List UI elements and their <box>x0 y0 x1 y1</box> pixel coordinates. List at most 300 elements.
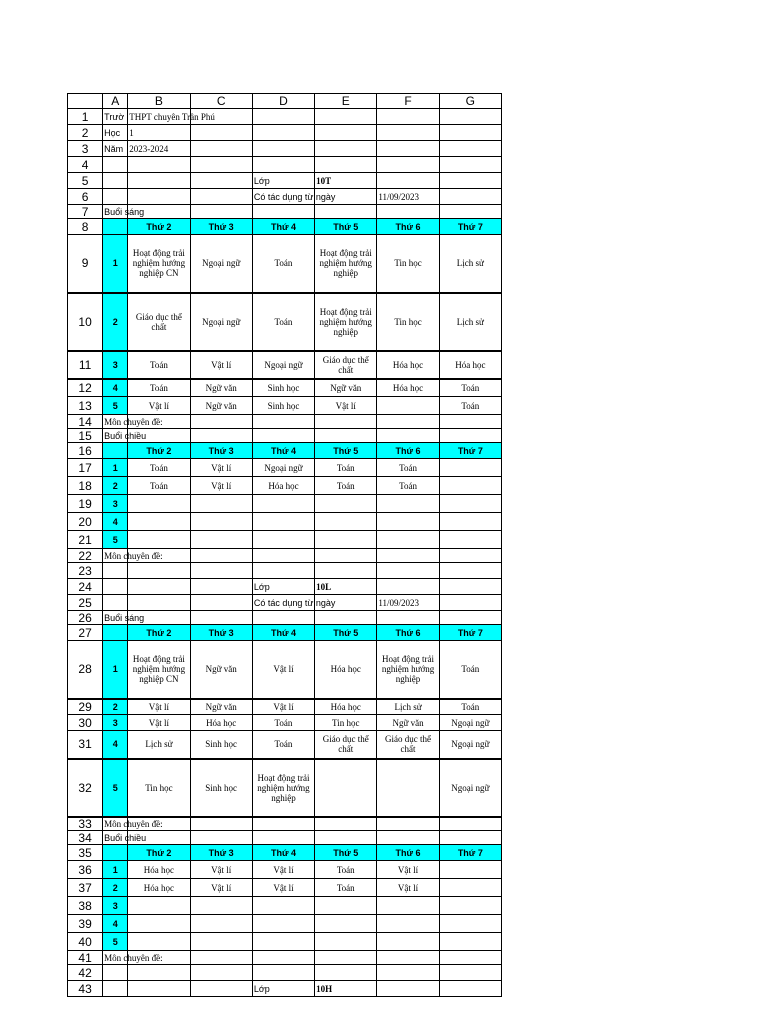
subject-cell[interactable]: Sinh học <box>190 759 252 817</box>
subject-cell[interactable]: Vật lí <box>252 861 314 879</box>
class-name[interactable]: 10L <box>315 579 377 595</box>
period-number[interactable]: 2 <box>103 293 128 351</box>
period-number[interactable]: 4 <box>103 513 128 531</box>
subject-cell[interactable] <box>439 897 501 915</box>
day-header[interactable]: Thứ 2 <box>128 443 190 459</box>
sheet-cell[interactable] <box>377 549 439 563</box>
sheet-cell[interactable] <box>377 125 439 141</box>
subject-cell[interactable]: Giáo dục thể chất <box>315 351 377 379</box>
sheet-cell[interactable] <box>190 549 252 563</box>
subject-cell[interactable] <box>377 495 439 513</box>
subject-cell[interactable]: Hóa học <box>315 699 377 715</box>
session-label[interactable]: Buổi chiều <box>104 430 147 441</box>
sheet-cell[interactable] <box>377 157 439 173</box>
sheet-cell[interactable] <box>103 981 128 997</box>
sheet-cell[interactable] <box>190 415 252 429</box>
subject-cell[interactable]: Toán <box>252 235 314 293</box>
subject-cell[interactable]: Vật lí <box>315 397 377 415</box>
sheet-cell[interactable] <box>439 817 501 831</box>
sheet-cell[interactable] <box>315 125 377 141</box>
class-name[interactable]: 10T <box>315 173 377 189</box>
sheet-cell[interactable] <box>190 173 252 189</box>
sheet-cell[interactable] <box>439 965 501 981</box>
sheet-cell[interactable] <box>252 157 314 173</box>
subject-cell[interactable]: Toán <box>439 699 501 715</box>
sheet-cell[interactable] <box>377 951 439 965</box>
subject-cell[interactable] <box>315 513 377 531</box>
row-header[interactable]: 2 <box>68 125 103 141</box>
subject-cell[interactable]: Vật lí <box>190 459 252 477</box>
sheet-cell[interactable] <box>103 563 128 579</box>
row-header[interactable]: 4 <box>68 157 103 173</box>
subject-cell[interactable]: Hóa học <box>128 861 190 879</box>
sheet-cell[interactable] <box>439 415 501 429</box>
column-header[interactable]: D <box>252 94 314 109</box>
sheet-cell[interactable] <box>190 611 252 625</box>
row-header[interactable]: 28 <box>68 641 103 699</box>
sheet-cell[interactable] <box>377 981 439 997</box>
day-header[interactable]: Thứ 6 <box>377 625 439 641</box>
sheet-cell[interactable] <box>439 611 501 625</box>
subject-cell[interactable]: Lịch sử <box>128 731 190 759</box>
sheet-cell[interactable] <box>103 579 128 595</box>
sheet-cell[interactable] <box>103 189 128 205</box>
row-header[interactable]: 29 <box>68 699 103 715</box>
day-header[interactable]: Thứ 2 <box>128 219 190 235</box>
subject-cell[interactable] <box>128 531 190 549</box>
sheet-cell[interactable] <box>252 125 314 141</box>
row-header[interactable]: 15 <box>68 429 103 443</box>
sheet-cell[interactable] <box>439 141 501 157</box>
row-header[interactable]: 20 <box>68 513 103 531</box>
sheet-cell[interactable] <box>128 157 190 173</box>
sheet-cell[interactable] <box>439 429 501 443</box>
class-label[interactable]: Lớp <box>252 173 314 189</box>
sheet-cell[interactable] <box>190 981 252 997</box>
sheet-cell[interactable] <box>315 549 377 563</box>
subject-cell[interactable] <box>190 531 252 549</box>
sheet-cell[interactable] <box>315 563 377 579</box>
subject-cell[interactable]: Hóa học <box>252 477 314 495</box>
day-header[interactable]: Thứ 5 <box>315 443 377 459</box>
subject-cell[interactable]: Vật lí <box>190 861 252 879</box>
subject-cell[interactable] <box>439 531 501 549</box>
subject-cell[interactable]: Toán <box>252 731 314 759</box>
sheet-cell[interactable] <box>377 415 439 429</box>
row-header[interactable]: 39 <box>68 915 103 933</box>
day-header[interactable]: Thứ 6 <box>377 845 439 861</box>
row-header[interactable]: 1 <box>68 109 103 125</box>
row-header[interactable]: 3 <box>68 141 103 157</box>
subject-cell[interactable]: Hoạt động trải nghiệm hướng nghiệp CN <box>128 641 190 699</box>
period-number[interactable]: 2 <box>103 879 128 897</box>
column-header[interactable]: F <box>377 94 439 109</box>
sheet-cell[interactable] <box>103 173 128 189</box>
sheet-cell[interactable] <box>103 157 128 173</box>
subject-cell[interactable]: Ngữ văn <box>190 379 252 397</box>
subject-cell[interactable] <box>252 495 314 513</box>
period-number[interactable]: 5 <box>103 933 128 951</box>
sheet-cell[interactable] <box>377 965 439 981</box>
subject-cell[interactable] <box>252 531 314 549</box>
subject-cell[interactable]: Toán <box>377 459 439 477</box>
sheet-cell[interactable] <box>190 965 252 981</box>
subject-cell[interactable]: Lịch sử <box>439 235 501 293</box>
sheet-cell[interactable] <box>377 611 439 625</box>
subject-cell[interactable]: Vật lí <box>190 477 252 495</box>
subject-cell[interactable]: Hóa học <box>128 879 190 897</box>
period-number[interactable]: 1 <box>103 641 128 699</box>
session-label[interactable]: Buổi sáng <box>104 206 145 217</box>
subject-cell[interactable]: Giáo dục thể chất <box>315 731 377 759</box>
sheet-cell[interactable] <box>315 415 377 429</box>
subject-cell[interactable] <box>315 759 377 817</box>
sheet-cell[interactable] <box>439 579 501 595</box>
period-number[interactable]: 2 <box>103 699 128 715</box>
day-header[interactable]: Thứ 2 <box>128 625 190 641</box>
row-header[interactable]: 6 <box>68 189 103 205</box>
effective-label[interactable]: Có tác dụng từ ngày <box>252 595 314 611</box>
row-header[interactable]: 40 <box>68 933 103 951</box>
class-name[interactable]: 10H <box>315 981 377 997</box>
subject-cell[interactable] <box>439 933 501 951</box>
day-header[interactable]: Thứ 6 <box>377 219 439 235</box>
effective-label[interactable]: Có tác dụng từ ngày <box>252 189 314 205</box>
column-header[interactable]: E <box>315 94 377 109</box>
column-header[interactable]: B <box>128 94 190 109</box>
row-header[interactable]: 43 <box>68 981 103 997</box>
sheet-cell[interactable] <box>377 205 439 219</box>
subject-cell[interactable]: Toán <box>439 397 501 415</box>
sheet-cell[interactable] <box>190 831 252 845</box>
subject-cell[interactable]: Vật lí <box>128 715 190 731</box>
row-header[interactable]: 19 <box>68 495 103 513</box>
subject-cell[interactable] <box>377 915 439 933</box>
period-header[interactable] <box>103 845 128 861</box>
day-header[interactable]: Thứ 4 <box>252 443 314 459</box>
column-header[interactable]: A <box>103 94 128 109</box>
subject-cell[interactable]: Ngoại ngữ <box>252 459 314 477</box>
subject-cell[interactable] <box>252 513 314 531</box>
sheet-cell[interactable] <box>252 817 314 831</box>
subject-cell[interactable]: Vật lí <box>252 699 314 715</box>
subject-cell[interactable]: Vật lí <box>377 861 439 879</box>
subject-cell[interactable]: Hóa học <box>190 715 252 731</box>
subject-cell[interactable] <box>439 879 501 897</box>
info-label[interactable]: Trườ <box>103 109 128 125</box>
sheet-cell[interactable] <box>190 595 252 611</box>
period-number[interactable]: 2 <box>103 477 128 495</box>
row-header[interactable]: 42 <box>68 965 103 981</box>
row-header[interactable]: 32 <box>68 759 103 817</box>
subject-cell[interactable]: Ngoại ngữ <box>190 235 252 293</box>
row-header[interactable]: 24 <box>68 579 103 595</box>
subject-cell[interactable]: Giáo dục thể chất <box>377 731 439 759</box>
special-subject-label[interactable]: Môn chuyên đề: <box>104 550 163 561</box>
sheet-cell[interactable] <box>190 141 252 157</box>
row-header[interactable]: 10 <box>68 293 103 351</box>
period-number[interactable]: 5 <box>103 531 128 549</box>
subject-cell[interactable]: Toán <box>128 459 190 477</box>
subject-cell[interactable]: Toán <box>315 477 377 495</box>
subject-cell[interactable]: Ngoại ngữ <box>252 351 314 379</box>
subject-cell[interactable]: Toán <box>315 459 377 477</box>
sheet-cell[interactable] <box>252 611 314 625</box>
subject-cell[interactable] <box>315 897 377 915</box>
sheet-cell[interactable] <box>439 563 501 579</box>
day-header[interactable]: Thứ 7 <box>439 845 501 861</box>
subject-cell[interactable] <box>190 897 252 915</box>
info-value[interactable]: 2023-2024 <box>128 141 190 157</box>
subject-cell[interactable]: Ngữ văn <box>190 397 252 415</box>
sheet-cell[interactable] <box>103 965 128 981</box>
sheet-cell[interactable] <box>439 205 501 219</box>
day-header[interactable]: Thứ 5 <box>315 625 377 641</box>
special-subject-label[interactable]: Môn chuyên đề: <box>103 817 128 831</box>
row-header[interactable]: 14 <box>68 415 103 429</box>
period-number[interactable]: 4 <box>103 731 128 759</box>
subject-cell[interactable] <box>315 915 377 933</box>
row-header[interactable]: 36 <box>68 861 103 879</box>
special-subject-label[interactable]: Môn chuyên đề: <box>104 952 163 963</box>
row-header[interactable]: 31 <box>68 731 103 759</box>
day-header[interactable]: Thứ 5 <box>315 845 377 861</box>
sheet-cell[interactable] <box>315 429 377 443</box>
subject-cell[interactable]: Giáo dục thể chất <box>128 293 190 351</box>
day-header[interactable]: Thứ 3 <box>190 625 252 641</box>
subject-cell[interactable] <box>315 495 377 513</box>
sheet-cell[interactable] <box>190 563 252 579</box>
subject-cell[interactable]: Tin học <box>377 235 439 293</box>
sheet-cell[interactable] <box>252 563 314 579</box>
sheet-cell[interactable] <box>252 141 314 157</box>
sheet-cell[interactable] <box>252 205 314 219</box>
sheet-cell[interactable] <box>377 109 439 125</box>
subject-cell[interactable]: Lịch sử <box>377 699 439 715</box>
subject-cell[interactable]: Toán <box>315 879 377 897</box>
sheet-cell[interactable] <box>190 205 252 219</box>
day-header[interactable]: Thứ 4 <box>252 219 314 235</box>
sheet-cell[interactable] <box>315 141 377 157</box>
row-header[interactable]: 34 <box>68 831 103 845</box>
row-header[interactable]: 41 <box>68 951 103 965</box>
row-header[interactable]: 27 <box>68 625 103 641</box>
sheet-cell[interactable] <box>190 189 252 205</box>
row-header[interactable]: 26 <box>68 611 103 625</box>
sheet-cell[interactable] <box>439 173 501 189</box>
period-number[interactable]: 4 <box>103 379 128 397</box>
subject-cell[interactable] <box>190 513 252 531</box>
subject-cell[interactable] <box>377 759 439 817</box>
subject-cell[interactable] <box>128 513 190 531</box>
subject-cell[interactable]: Ngữ văn <box>190 699 252 715</box>
row-header[interactable]: 7 <box>68 205 103 219</box>
sheet-cell[interactable] <box>439 109 501 125</box>
subject-cell[interactable] <box>377 933 439 951</box>
subject-cell[interactable] <box>190 915 252 933</box>
subject-cell[interactable] <box>439 513 501 531</box>
subject-cell[interactable]: Vật lí <box>190 879 252 897</box>
period-number[interactable]: 5 <box>103 759 128 817</box>
period-header[interactable] <box>103 219 128 235</box>
sheet-cell[interactable] <box>439 157 501 173</box>
subject-cell[interactable] <box>190 495 252 513</box>
sheet-cell[interactable] <box>315 205 377 219</box>
row-header[interactable]: 16 <box>68 443 103 459</box>
sheet-cell[interactable] <box>128 173 190 189</box>
day-header[interactable]: Thứ 3 <box>190 219 252 235</box>
sheet-cell[interactable] <box>439 595 501 611</box>
row-header[interactable]: 17 <box>68 459 103 477</box>
sheet-cell[interactable] <box>315 965 377 981</box>
subject-cell[interactable] <box>439 459 501 477</box>
period-number[interactable]: 3 <box>103 715 128 731</box>
info-label[interactable]: Năm <box>103 141 128 157</box>
class-label[interactable]: Lớp <box>252 579 314 595</box>
sheet-cell[interactable] <box>128 965 190 981</box>
sheet-cell[interactable] <box>128 981 190 997</box>
row-header[interactable]: 5 <box>68 173 103 189</box>
row-header[interactable]: 35 <box>68 845 103 861</box>
subject-cell[interactable]: Vật lí <box>377 879 439 897</box>
subject-cell[interactable]: Hoạt động trải nghiệm hướng nghiệp <box>315 235 377 293</box>
sheet-cell[interactable] <box>252 429 314 443</box>
sheet-cell[interactable] <box>439 951 501 965</box>
sheet-cell[interactable] <box>252 965 314 981</box>
sheet-cell[interactable] <box>128 189 190 205</box>
row-header[interactable]: 38 <box>68 897 103 915</box>
subject-cell[interactable] <box>252 933 314 951</box>
subject-cell[interactable] <box>377 897 439 915</box>
period-number[interactable]: 5 <box>103 397 128 415</box>
subject-cell[interactable]: Lịch sử <box>439 293 501 351</box>
subject-cell[interactable]: Vật lí <box>128 699 190 715</box>
subject-cell[interactable]: Hoạt động trải nghiệm hướng nghiệp CN <box>128 235 190 293</box>
subject-cell[interactable]: Vật lí <box>190 351 252 379</box>
subject-cell[interactable] <box>315 933 377 951</box>
subject-cell[interactable] <box>128 495 190 513</box>
subject-cell[interactable]: Vật lí <box>252 641 314 699</box>
day-header[interactable]: Thứ 4 <box>252 625 314 641</box>
subject-cell[interactable]: Hóa học <box>377 379 439 397</box>
subject-cell[interactable] <box>190 933 252 951</box>
day-header[interactable]: Thứ 7 <box>439 219 501 235</box>
subject-cell[interactable]: Tin học <box>128 759 190 817</box>
subject-cell[interactable] <box>252 897 314 915</box>
day-header[interactable]: Thứ 6 <box>377 443 439 459</box>
subject-cell[interactable]: Ngữ văn <box>315 379 377 397</box>
subject-cell[interactable]: Ngoại ngữ <box>439 759 501 817</box>
row-header[interactable]: 25 <box>68 595 103 611</box>
subject-cell[interactable]: Toán <box>252 293 314 351</box>
subject-cell[interactable]: Toán <box>128 351 190 379</box>
sheet-cell[interactable] <box>252 951 314 965</box>
row-header[interactable]: 18 <box>68 477 103 495</box>
sheet-cell[interactable] <box>315 611 377 625</box>
period-number[interactable]: 1 <box>103 459 128 477</box>
info-label[interactable]: Học <box>103 125 128 141</box>
subject-cell[interactable]: Ngoại ngữ <box>190 293 252 351</box>
sheet-cell[interactable] <box>377 141 439 157</box>
period-number[interactable]: 1 <box>103 861 128 879</box>
corner-cell[interactable] <box>68 94 103 109</box>
subject-cell[interactable] <box>439 915 501 933</box>
sheet-cell[interactable] <box>128 563 190 579</box>
subject-cell[interactable]: Tin học <box>315 715 377 731</box>
sheet-cell[interactable] <box>190 429 252 443</box>
sheet-cell[interactable] <box>315 831 377 845</box>
subject-cell[interactable]: Hóa học <box>439 351 501 379</box>
sheet-cell[interactable] <box>377 579 439 595</box>
subject-cell[interactable]: Vật lí <box>252 879 314 897</box>
row-header[interactable]: 30 <box>68 715 103 731</box>
row-header[interactable]: 23 <box>68 563 103 579</box>
sheet-cell[interactable] <box>315 109 377 125</box>
sheet-cell[interactable] <box>190 125 252 141</box>
day-header[interactable]: Thứ 5 <box>315 219 377 235</box>
subject-cell[interactable]: Ngoại ngữ <box>439 731 501 759</box>
sheet-cell[interactable] <box>377 429 439 443</box>
info-value[interactable]: THPT chuyên Trần Phú <box>128 109 190 125</box>
sheet-cell[interactable] <box>377 563 439 579</box>
sheet-cell[interactable] <box>128 579 190 595</box>
sheet-cell[interactable] <box>377 817 439 831</box>
special-subject-label[interactable]: Môn chuyên đề: <box>104 416 163 427</box>
subject-cell[interactable]: Tin học <box>377 293 439 351</box>
sheet-cell[interactable] <box>103 595 128 611</box>
row-header[interactable]: 8 <box>68 219 103 235</box>
sheet-cell[interactable] <box>377 173 439 189</box>
subject-cell[interactable] <box>315 531 377 549</box>
sheet-cell[interactable] <box>252 415 314 429</box>
subject-cell[interactable] <box>439 495 501 513</box>
subject-cell[interactable] <box>439 477 501 495</box>
subject-cell[interactable] <box>128 933 190 951</box>
row-header[interactable]: 11 <box>68 351 103 379</box>
day-header[interactable]: Thứ 2 <box>128 845 190 861</box>
day-header[interactable]: Thứ 3 <box>190 443 252 459</box>
subject-cell[interactable]: Hoạt động trải nghiệm hướng nghiệp <box>252 759 314 817</box>
period-number[interactable]: 4 <box>103 915 128 933</box>
period-number[interactable]: 3 <box>103 897 128 915</box>
sheet-cell[interactable] <box>190 951 252 965</box>
class-label[interactable]: Lớp <box>252 981 314 997</box>
session-label[interactable]: Buổi chiều <box>104 832 147 843</box>
sheet-cell[interactable] <box>439 831 501 845</box>
subject-cell[interactable]: Ngoại ngữ <box>439 715 501 731</box>
sheet-cell[interactable] <box>439 125 501 141</box>
sheet-cell[interactable] <box>190 157 252 173</box>
sheet-cell[interactable] <box>190 817 252 831</box>
sheet-cell[interactable] <box>315 951 377 965</box>
subject-cell[interactable]: Toán <box>377 477 439 495</box>
subject-cell[interactable]: Sinh học <box>190 731 252 759</box>
subject-cell[interactable]: Toán <box>128 379 190 397</box>
subject-cell[interactable]: Toán <box>315 861 377 879</box>
row-header[interactable]: 37 <box>68 879 103 897</box>
period-number[interactable]: 3 <box>103 495 128 513</box>
subject-cell[interactable] <box>377 397 439 415</box>
day-header[interactable]: Thứ 4 <box>252 845 314 861</box>
subject-cell[interactable] <box>128 915 190 933</box>
row-header[interactable]: 33 <box>68 817 103 831</box>
subject-cell[interactable]: Hoạt động trải nghiệm hướng nghiệp <box>377 641 439 699</box>
period-header[interactable] <box>103 625 128 641</box>
subject-cell[interactable] <box>439 861 501 879</box>
effective-date[interactable]: 11/09/2023 <box>377 189 439 205</box>
info-value[interactable]: 1 <box>128 125 190 141</box>
sheet-cell[interactable] <box>439 981 501 997</box>
